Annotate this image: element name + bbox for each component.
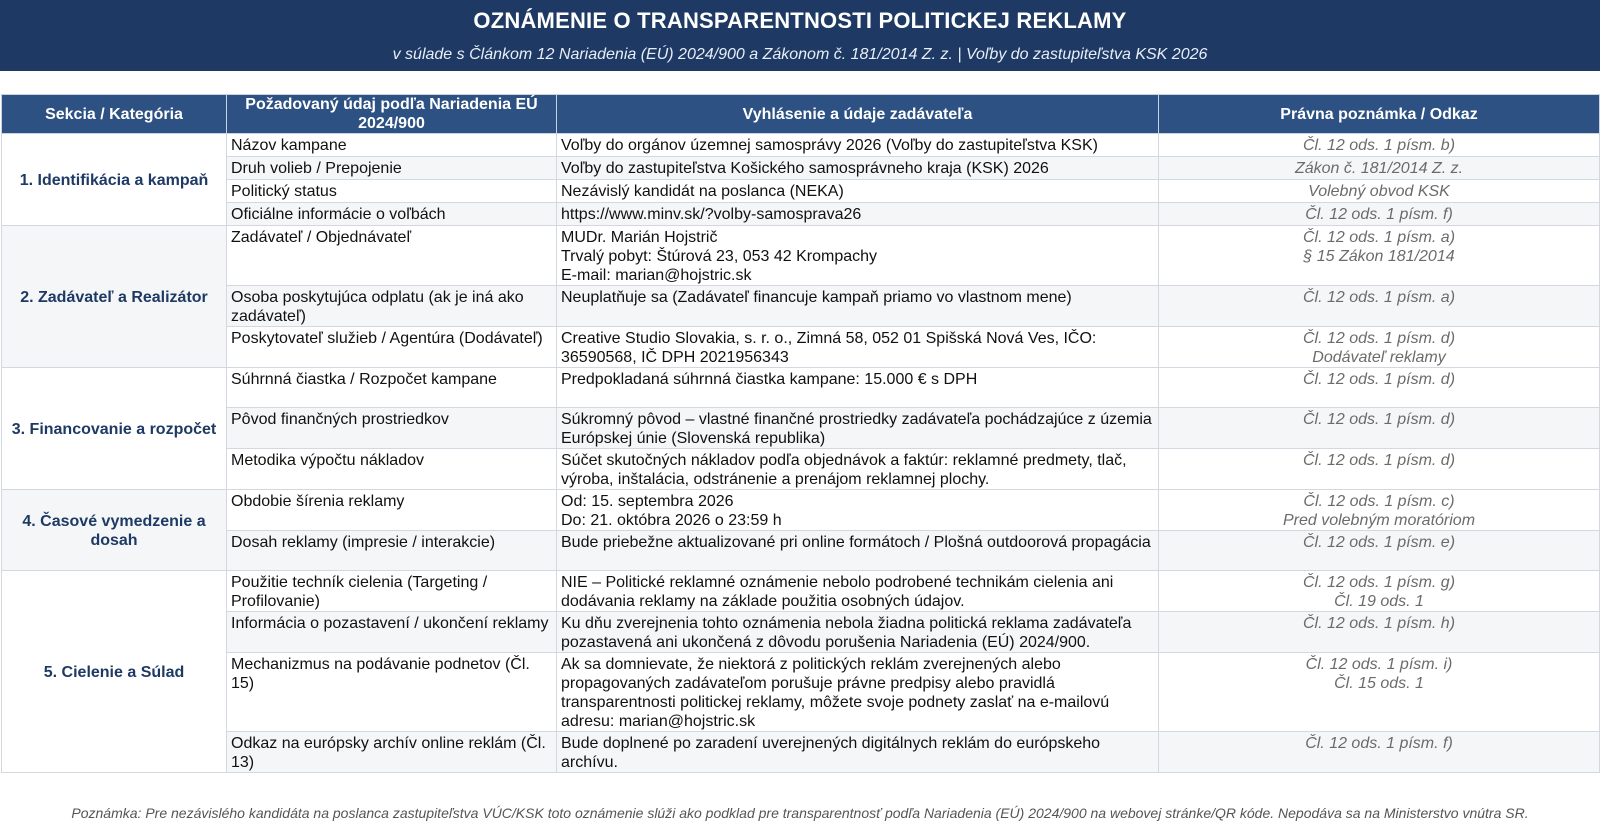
note-line: Čl. 12 ods. 1 písm. i) [1305,656,1453,673]
column-header-note: Právna poznámka / Odkaz [1159,95,1600,134]
legal-note [1159,653,1600,732]
legal-note [1159,203,1600,226]
field-value [557,327,1159,368]
value-line: Ku dňu zverejnenia tohto oznámenia nebola žiadna politická reklama zadávateľa pozastavená ani ukončená z dôvodu porušenia Nariadenia (EÚ) 2024/900. [561,615,1132,651]
legal-note [1159,134,1600,157]
field-label: Pôvod finančných prostriedkov [227,408,557,449]
field-value [557,732,1159,773]
table-row [2,134,1600,157]
page-title: OZNÁMENIE O TRANSPARENTNOSTI POLITICKEJ REKLAMY [473,8,1127,33]
note-line: Čl. 12 ods. 1 písm. h) [1302,615,1456,632]
field-value [557,226,1159,286]
field-label: Informácia o pozastavení / ukončení reklamy [227,612,557,653]
field-label: Súhrnná čiastka / Rozpočet kampane [227,368,557,408]
table-row [2,490,1600,531]
section-label: 2. Zadávateľ a Realizátor [2,226,227,368]
column-header-value: Vyhlásenie a údaje zadávateľa [557,95,1159,134]
field-label: Metodika výpočtu nákladov [227,449,557,490]
field-label: Oficiálne informácie o voľbách [227,203,557,226]
field-label: Použitie techník cielenia (Targeting / Profilovanie) [227,571,557,612]
note-line: Čl. 15 ods. 1 [1334,675,1424,692]
value-line: MUDr. Marián Hojstrič [561,229,718,246]
note-line: Čl. 12 ods. 1 písm. b) [1302,137,1456,154]
section-label: 4. Časové vymedzenie a dosah [2,490,227,571]
field-value [557,612,1159,653]
note-line: Čl. 12 ods. 1 písm. a) [1302,289,1456,306]
field-label: Dosah reklamy (impresie / interakcie) [227,531,557,571]
table-row [2,368,1600,408]
transparency-table [1,94,1600,773]
field-value [557,157,1159,180]
legal-note [1159,368,1600,408]
column-header-field: Požadovaný údaj podľa Nariadenia EÚ 2024/900 [227,95,557,134]
note-line: Čl. 12 ods. 1 písm. d) [1302,330,1456,347]
value-line: Creative Studio Slovakia, s. r. o., Zimná 58, 052 01 Spišská Nová Ves, IČO: 36590568, IČ DPH 2021956343 [561,330,1097,366]
note-line: Čl. 12 ods. 1 písm. f) [1305,206,1453,223]
field-label: Osoba poskytujúca odplatu (ak je iná ako zadávateľ) [227,286,557,327]
section-label: 1. Identifikácia a kampaň [2,134,227,226]
legal-note [1159,612,1600,653]
field-label: Názov kampane [227,134,557,157]
table-row [2,571,1600,612]
header-banner [0,0,1600,71]
value-line: Voľby do orgánov územnej samosprávy 2026 (Voľby do zastupiteľstva KSK) [561,137,1098,154]
value-line: Predpokladaná súhrnná čiastka kampane: 15.000 € s DPH [561,371,978,388]
legal-note [1159,180,1600,203]
legal-note [1159,226,1600,286]
value-line: Trvalý pobyt: Štúrová 23, 053 42 Krompachy [561,248,878,265]
section-label: 3. Financovanie a rozpočet [2,368,227,490]
table-row [2,531,1600,571]
note-line: Čl. 12 ods. 1 písm. g) [1302,574,1456,591]
field-value [557,408,1159,449]
value-line: E-mail: marian@hojstric.sk [561,267,752,284]
value-line: Ak sa domnievate, že niektorá z politických reklám zverejnených alebo propagovaných zadávateľom porušuje právne predpisy alebo pravidlá transparentnosti politickej reklamy, môžete svoje podnety zaslať na e-mailovú adresu: marian@hojstric.sk [561,656,1110,730]
note-line: Dodávateľ reklamy [1312,349,1446,366]
value-line: Súkromný pôvod – vlastné finančné prostriedky zadávateľa pochádzajúce z územia Európskej únie (Slovenská republika) [561,411,1152,447]
legal-note [1159,157,1600,180]
legal-note [1159,531,1600,571]
field-label: Mechanizmus na podávanie podnetov (Čl. 15) [227,653,557,732]
note-line: Čl. 12 ods. 1 písm. f) [1305,735,1453,752]
field-label: Zadávateľ / Objednávateľ [227,226,557,286]
table-row [2,286,1600,327]
field-value [557,203,1159,226]
section-label: 5. Cielenie a Súlad [2,571,227,773]
table-header-row [2,95,1600,134]
field-label: Poskytovateľ služieb / Agentúra (Dodávateľ) [227,327,557,368]
field-value [557,286,1159,327]
legal-note [1159,327,1600,368]
value-line: Bude doplnené po zaradení uverejnených digitálnych reklám do európskeho archívu. [561,735,1101,771]
value-line: https://www.minv.sk/?volby-samosprava26 [561,206,862,223]
field-label: Odkaz na európsky archív online reklám (Čl. 13) [227,732,557,773]
note-line: Čl. 12 ods. 1 písm. e) [1302,534,1456,551]
note-line: Čl. 12 ods. 1 písm. c) [1303,493,1455,510]
table-row [2,732,1600,773]
table-row [2,327,1600,368]
note-line: Zákon č. 181/2014 Z. z. [1294,160,1464,177]
note-line: § 15 Zákon 181/2014 [1303,248,1455,265]
legal-note [1159,408,1600,449]
field-value [557,653,1159,732]
value-line: Bude priebežne aktualizované pri online formátoch / Plošná outdoorová propagácia [561,534,1151,551]
field-label: Druh volieb / Prepojenie [227,157,557,180]
field-value [557,180,1159,203]
table-row [2,203,1600,226]
table-row [2,226,1600,286]
field-value [557,571,1159,612]
field-value [557,368,1159,408]
table-row [2,408,1600,449]
table-row [2,180,1600,203]
value-line: Neuplatňuje sa (Zadávateľ financuje kampaň priamo vo vlastnom mene) [561,289,1072,306]
note-line: Čl. 12 ods. 1 písm. d) [1302,452,1456,469]
note-line: Pred volebným moratóriom [1282,512,1476,529]
footer-note: Poznámka: Pre nezávislého kandidáta na poslanca zastupiteľstva VÚC/KSK toto oznámenie slúži ako podklad pre transparentnosť podľa Nariadenia (EÚ) 2024/900 na webovej stránke/QR kóde. Nepodáva sa na Ministerstvo vnútra SR. [71,805,1529,821]
page-subtitle: v súlade s Článkom 12 Nariadenia (EÚ) 2024/900 a Zákonom č. 181/2014 Z. z. | Voľby do zastupiteľstva KSK 2026 [392,46,1208,63]
field-value [557,449,1159,490]
table-row [2,612,1600,653]
table-row [2,653,1600,732]
value-line: Voľby do zastupiteľstva Košického samosprávneho kraja (KSK) 2026 [561,160,1049,177]
column-header-section: Sekcia / Kategória [2,95,227,134]
legal-note [1159,449,1600,490]
value-line: Do: 21. októbra 2026 o 23:59 h [561,512,782,529]
field-label: Obdobie šírenia reklamy [227,490,557,531]
field-label: Politický status [227,180,557,203]
value-line: Súčet skutočných nákladov podľa objednávok a faktúr: reklamné predmety, tlač, výroba, inštalácia, odstránenie a prenájom reklamnej plochy. [561,452,1127,488]
note-line: Čl. 19 ods. 1 [1334,593,1424,610]
legal-note [1159,571,1600,612]
field-value [557,531,1159,571]
note-line: Čl. 12 ods. 1 písm. d) [1302,371,1456,388]
table-body [2,134,1600,773]
legal-note [1159,286,1600,327]
value-line: NIE – Politické reklamné oznámenie nebolo podrobené technikám cielenia ani dodávania reklamy na základe použitia osobných údajov. [561,574,1114,610]
value-line: Od: 15. septembra 2026 [561,493,734,510]
field-value [557,134,1159,157]
note-line: Čl. 12 ods. 1 písm. d) [1302,411,1456,428]
table-row [2,449,1600,490]
legal-note [1159,490,1600,531]
note-line: Volebný obvod KSK [1308,183,1450,200]
note-line: Čl. 12 ods. 1 písm. a) [1302,229,1456,246]
field-value [557,490,1159,531]
legal-note [1159,732,1600,773]
value-line: Nezávislý kandidát na poslanca (NEKA) [561,183,844,200]
table-row [2,157,1600,180]
